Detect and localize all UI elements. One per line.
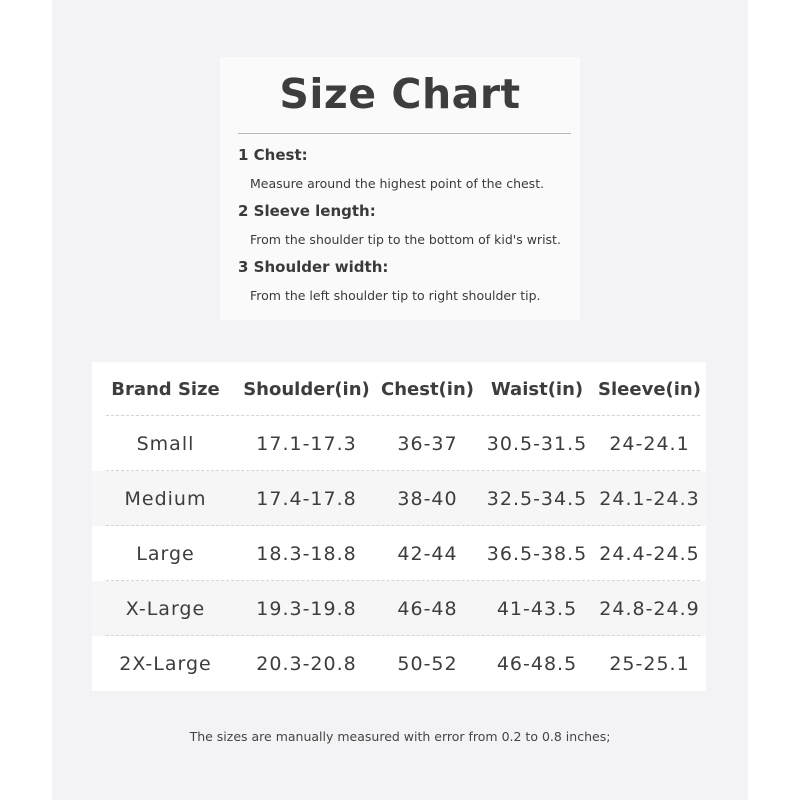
cell-chest: 46-48 <box>374 581 481 636</box>
cell-brand-size: Medium <box>92 471 239 526</box>
row-divider <box>106 415 700 416</box>
cell-chest: 50-52 <box>374 636 481 691</box>
measure-desc-chest: Measure around the highest point of the chest. <box>250 176 545 191</box>
measurement-footnote: The sizes are manually measured with error from 0.2 to 0.8 inches; <box>189 729 611 744</box>
measure-heading-shoulder: 3 Shoulder width: <box>238 258 389 276</box>
cell-shoulder: 19.3-19.8 <box>239 581 374 636</box>
cell-shoulder: 17.1-17.3 <box>239 416 374 471</box>
table-row <box>92 416 706 471</box>
cell-waist: 30.5-31.5 <box>481 416 593 471</box>
measure-heading-chest: 1 Chest: <box>238 146 308 164</box>
cell-brand-size: Large <box>92 526 239 581</box>
table-row <box>92 581 706 636</box>
cell-brand-size: Small <box>92 416 239 471</box>
cell-brand-size: X-Large <box>92 581 239 636</box>
title-divider <box>238 133 571 134</box>
cell-waist: 32.5-34.5 <box>481 471 593 526</box>
size-table <box>92 362 706 691</box>
cell-sleeve: 24.1-24.3 <box>593 471 706 526</box>
cell-chest: 38-40 <box>374 471 481 526</box>
cell-shoulder: 18.3-18.8 <box>239 526 374 581</box>
column-header-chest: Chest(in) <box>381 378 474 400</box>
column-header-brand-size: Brand Size <box>111 378 220 400</box>
cell-sleeve: 24-24.1 <box>593 416 706 471</box>
table-row <box>92 526 706 581</box>
row-divider <box>106 580 700 581</box>
cell-shoulder: 17.4-17.8 <box>239 471 374 526</box>
column-header-waist: Waist(in) <box>490 378 584 400</box>
column-header-shoulder: Shoulder(in) <box>243 378 370 400</box>
table-row <box>92 471 706 526</box>
cell-chest: 42-44 <box>374 526 481 581</box>
cell-shoulder: 20.3-20.8 <box>239 636 374 691</box>
row-divider <box>106 525 700 526</box>
measure-desc-shoulder: From the left shoulder tip to right shoulder tip. <box>250 288 541 303</box>
table-header-row <box>92 362 706 416</box>
row-divider <box>106 470 700 471</box>
cell-sleeve: 24.8-24.9 <box>593 581 706 636</box>
cell-sleeve: 25-25.1 <box>593 636 706 691</box>
cell-chest: 36-37 <box>374 416 481 471</box>
cell-waist: 41-43.5 <box>481 581 593 636</box>
cell-sleeve: 24.4-24.5 <box>593 526 706 581</box>
table-row <box>92 636 706 691</box>
measure-heading-sleeve: 2 Sleeve length: <box>238 202 376 220</box>
cell-brand-size: 2X-Large <box>92 636 239 691</box>
cell-waist: 36.5-38.5 <box>481 526 593 581</box>
size-chart-title: Size Chart <box>279 70 521 118</box>
cell-waist: 46-48.5 <box>481 636 593 691</box>
row-divider <box>106 635 700 636</box>
column-header-sleeve: Sleeve(in) <box>598 378 701 400</box>
measure-desc-sleeve: From the shoulder tip to the bottom of kid's wrist. <box>250 232 561 247</box>
